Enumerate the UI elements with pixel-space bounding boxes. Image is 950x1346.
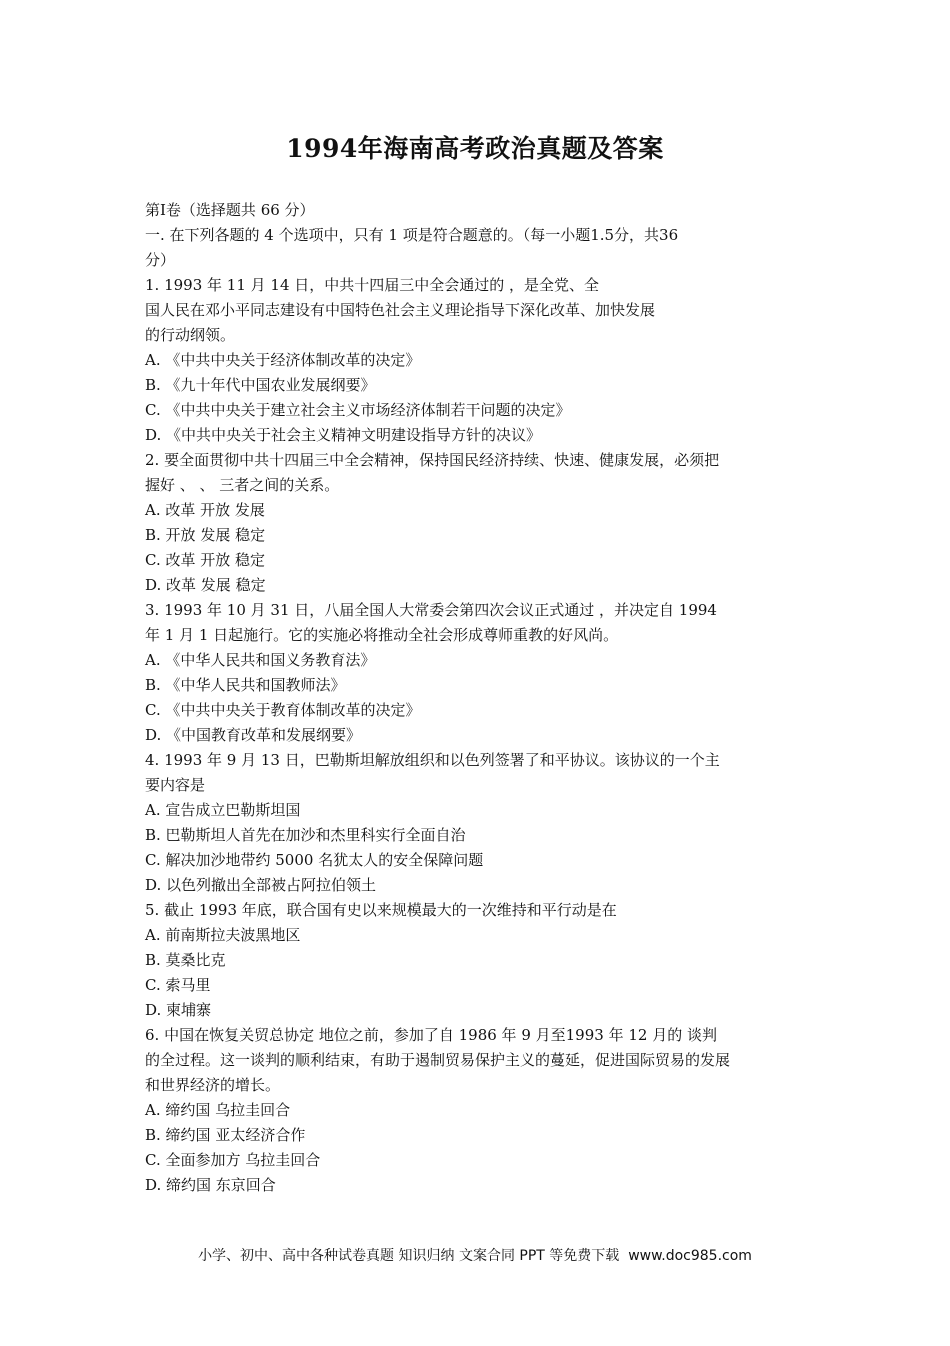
page-footer: 小学、初中、高中各种试卷真题 知识归纳 文案合同 PPT 等免费下载 www.doc985.com: [198, 1248, 752, 1264]
question-1-text: 国人民在邓小平同志建设有中国特色社会主义理论指导下深化改革、加快发展: [145, 301, 656, 319]
question-2-option-b: B. 开放 发展 稳定: [145, 526, 266, 544]
question-2-option-c: C. 改革 开放 稳定: [145, 551, 266, 569]
question-3-text: 年 1 月 1 日起施行。它的实施必将推动全社会形成尊师重教的好风尚。: [145, 626, 619, 644]
question-5-option-b: B. 莫桑比克: [145, 951, 226, 969]
question-6-option-d: D. 缔约国 东京回合: [145, 1176, 276, 1194]
question-4-option-c: C. 解决加沙地带约 5000 名犹太人的安全保障问题: [145, 851, 484, 869]
document-title: 1994年海南高考政治真题及答案: [286, 134, 664, 163]
question-3-option-c: C. 《中共中央关于教育体制改革的决定》: [145, 701, 421, 719]
question-4-option-d: D. 以色列撤出全部被占阿拉伯领土: [145, 876, 377, 894]
question-6-text: 6. 中国在恢复关贸总协定 地位之前，参加了自 1986 年 9 月至1993 年 12 月的 谈判: [145, 1026, 717, 1044]
question-1-option-a: A. 《中共中央关于经济体制改革的决定》: [145, 351, 421, 369]
question-4-option-a: A. 宣告成立巴勒斯坦国: [145, 801, 301, 819]
question-2-option-d: D. 改革 发展 稳定: [145, 576, 266, 594]
question-4-option-b: B. 巴勒斯坦人首先在加沙和杰里科实行全面自治: [145, 826, 466, 844]
document-body: [145, 198, 805, 1198]
question-5-option-c: C. 索马里: [145, 976, 211, 994]
question-1-option-c: C. 《中共中央关于建立社会主义市场经济体制若干问题的决定》: [145, 401, 571, 419]
section-heading: 第Ⅰ卷（选择题共 66 分）: [145, 201, 315, 219]
question-4-text: 要内容是: [145, 776, 206, 794]
question-3-option-a: A. 《中华人民共和国义务教育法》: [145, 651, 376, 669]
question-6-option-b: B. 缔约国 亚太经济合作: [145, 1126, 306, 1144]
question-5-option-a: A. 前南斯拉夫波黑地区: [145, 926, 301, 944]
question-5-text: 5. 截止 1993 年底，联合国有史以来规模最大的一次维持和平行动是在: [145, 901, 617, 919]
question-4-text: 4. 1993 年 9 月 13 日，巴勒斯坦解放组织和以色列签署了和平协议。该协议的一个主: [145, 751, 720, 769]
question-3-option-b: B. 《中华人民共和国教师法》: [145, 676, 346, 694]
question-2-option-a: A. 改革 开放 发展: [145, 501, 265, 519]
question-3-text: 3. 1993 年 10 月 31 日，八届全国人大常委会第四次会议正式通过 ，并决定自 1994: [145, 601, 717, 619]
question-2-text: 2. 要全面贯彻中共十四届三中全会精神，保持国民经济持续、快速、健康发展，必须把: [145, 451, 720, 469]
question-1-option-d: D. 《中共中央关于社会主义精神文明建设指导方针的决议》: [145, 426, 542, 444]
question-6-option-a: A. 缔约国 乌拉圭回合: [145, 1101, 291, 1119]
question-6-text: 的全过程。这一谈判的顺利结束，有助于遏制贸易保护主义的蔓延，促进国际贸易的发展: [145, 1051, 731, 1069]
question-1-text: 的行动纲领。: [145, 326, 236, 344]
question-1-option-b: B. 《九十年代中国农业发展纲要》: [145, 376, 376, 394]
question-3-option-d: D. 《中国教育改革和发展纲要》: [145, 726, 362, 744]
instructions-line: 分）: [145, 251, 176, 269]
question-1-text: 1. 1993 年 11 月 14 日，中共十四届三中全会通过的 ，是全党、全: [145, 276, 600, 294]
question-2-text: 握好 、 、 三者之间的关系。: [145, 476, 340, 494]
question-5-option-d: D. 柬埔寨: [145, 1001, 212, 1019]
instructions-line: 一. 在下列各题的 4 个选项中，只有 1 项是符合题意的。（每一小题1.5分，共36: [145, 226, 679, 244]
question-6-option-c: C. 全面参加方 乌拉圭回合: [145, 1151, 321, 1169]
question-6-text: 和世界经济的增长。: [145, 1076, 281, 1094]
